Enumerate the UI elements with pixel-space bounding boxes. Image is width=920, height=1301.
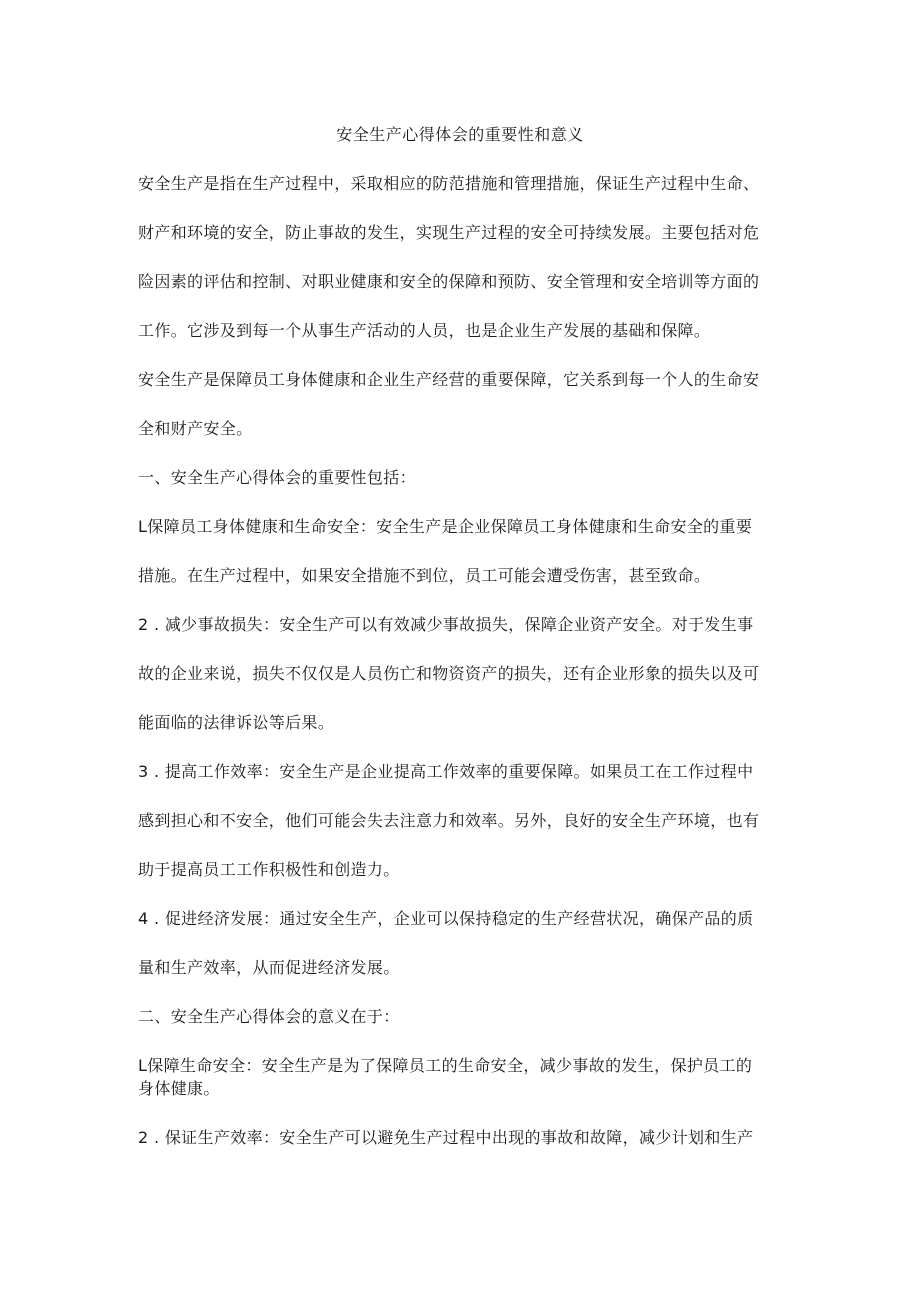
document-title: 安全生产心得体会的重要性和意义 [336, 125, 584, 144]
section-heading: 一、安全生产心得体会的重要性包括： [138, 468, 416, 487]
list-item-line: 身体健康。 [138, 1079, 220, 1098]
list-item-line: 2 . 减少事故损失：安全生产可以有效减少事故损失，保障企业资产安全。对于发生事 [138, 615, 754, 634]
paragraph-line: 安全生产是指在生产过程中，采取相应的防范措施和管理措施，保证生产过程中生命、 [138, 174, 760, 193]
paragraph-line: 财产和环境的安全，防止事故的发生，实现生产过程的安全可持续发展。主要包括对危 [138, 223, 760, 242]
list-item-line: 4 . 促进经济发展：通过安全生产，企业可以保持稳定的生产经营状况，确保产品的质 [138, 909, 754, 928]
list-item-line: 能面临的法律诉讼等后果。 [138, 713, 335, 732]
section-heading: 二、安全生产心得体会的意义在于： [138, 1007, 400, 1026]
list-item-line: L保障员工身体健康和生命安全：安全生产是企业保障员工身体健康和生命安全的重要 [138, 517, 753, 536]
list-item-line: 感到担心和不安全，他们可能会失去注意力和效率。另外，良好的安全生产环境，也有 [138, 811, 760, 830]
paragraph-line: 工作。它涉及到每一个从事生产活动的人员，也是企业生产发展的基础和保障。 [138, 321, 711, 340]
list-item-line: 2 . 保证生产效率：安全生产可以避免生产过程中出现的事故和故障，减少计划和生产 [138, 1128, 754, 1147]
list-item-line: 量和生产效率，从而促进经济发展。 [138, 958, 400, 977]
paragraph-line: 全和财产安全。 [138, 419, 253, 438]
paragraph-line: 险因素的评估和控制、对职业健康和安全的保障和预防、安全管理和安全培训等方面的 [138, 272, 760, 291]
list-item-line: 措施。在生产过程中，如果安全措施不到位，员工可能会遭受伤害，甚至致命。 [138, 566, 711, 585]
paragraph-line: 安全生产是保障员工身体健康和企业生产经营的重要保障，它关系到每一个人的生命安 [138, 370, 760, 389]
list-item-line: L保障生命安全：安全生产是为了保障员工的生命安全，减少事故的发生，保护员工的 [138, 1056, 753, 1075]
list-item-line: 3 . 提高工作效率：安全生产是企业提高工作效率的重要保障。如果员工在工作过程中 [138, 762, 754, 781]
list-item-line: 故的企业来说，损失不仅仅是人员伤亡和物资资产的损失，还有企业形象的损失以及可 [138, 664, 760, 683]
list-item-line: 助于提高员工工作积极性和创造力。 [138, 860, 400, 879]
